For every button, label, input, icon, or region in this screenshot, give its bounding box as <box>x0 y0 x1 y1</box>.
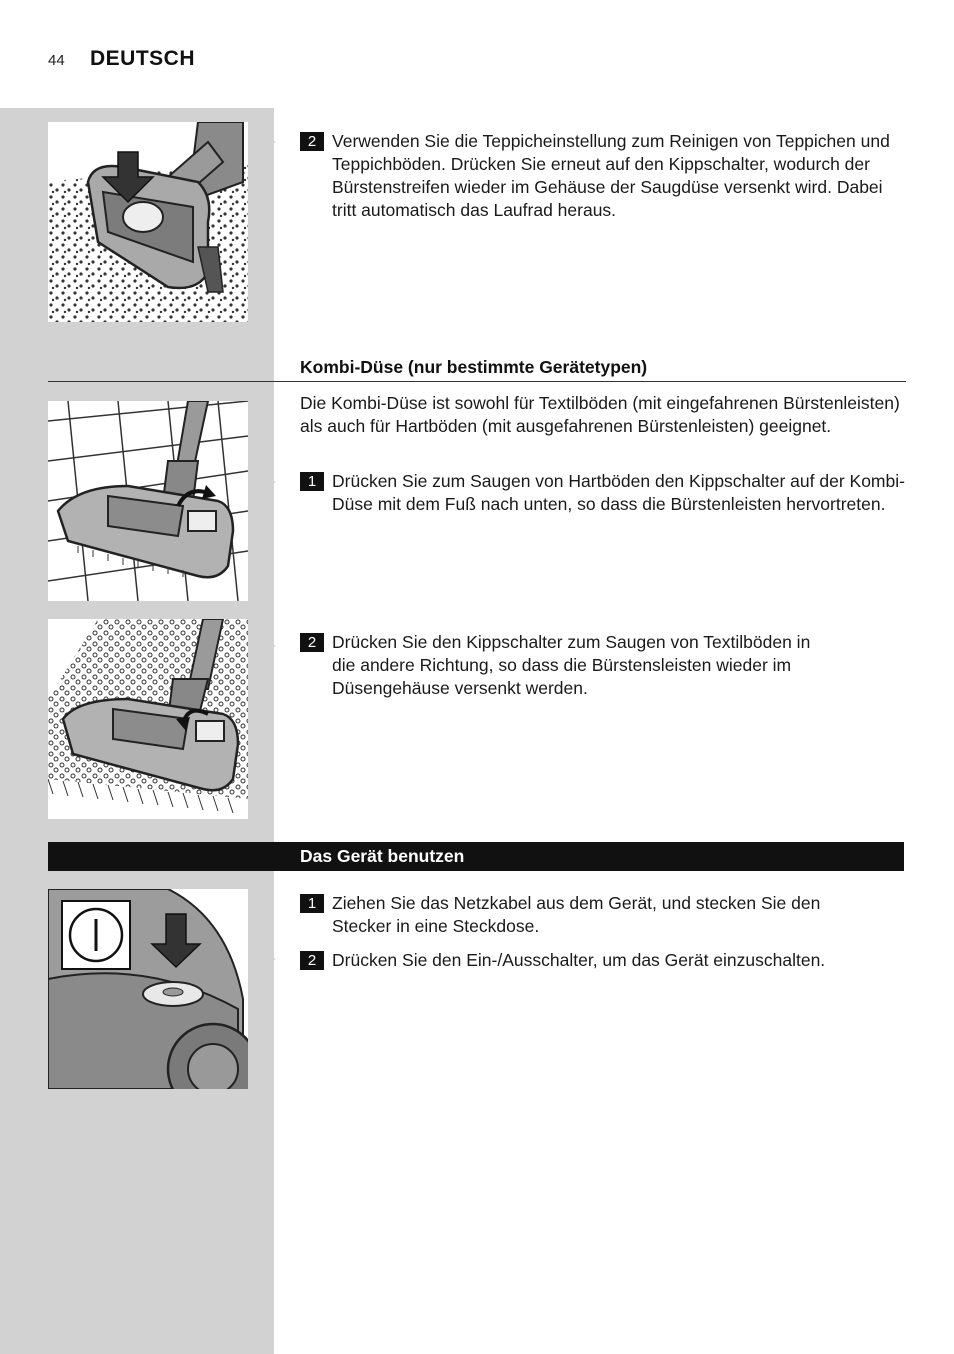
use-appliance-heading-bar <box>48 842 904 871</box>
step-number: 1 <box>300 894 324 913</box>
use-appliance-heading: Das Gerät benutzen <box>300 846 465 866</box>
use-step-1 <box>300 892 910 938</box>
figure-pointer <box>250 632 276 660</box>
page-number: 44 <box>48 52 65 69</box>
figure-pointer <box>250 128 276 156</box>
step-text: Drücken Sie zum Saugen von Hartböden den Kippschalter auf der Kombi-Düse mit dem Fuß nach unten, so dass die Bürstenleisten hervortreten. <box>332 471 905 514</box>
use-step-2 <box>300 949 910 972</box>
step-text: Ziehen Sie das Netzkabel aus dem Gerät, und stecken Sie den Stecker in eine Steckdose. <box>332 893 821 936</box>
step-number: 2 <box>300 951 324 970</box>
step-text: Drücken Sie den Ein-/Ausschalter, um das Gerät einzuschalten. <box>332 950 826 970</box>
step-number: 2 <box>300 132 324 151</box>
figure-pointer <box>250 945 276 973</box>
combi-nozzle-carpet-illustration <box>48 619 248 819</box>
power-switch-illustration <box>48 889 248 1089</box>
combi-nozzle-heading: Kombi-Düse (nur bestimmte Gerätetypen) <box>300 357 648 377</box>
carpet-step <box>300 130 910 222</box>
combi-step-2 <box>300 631 910 700</box>
step-text: Drücken Sie den Kippschalter zum Saugen von Textilböden in die andere Richtung, so dass die Bürstensleisten wieder im Düsengehäuse versenkt werden. <box>332 632 811 698</box>
combi-intro: Die Kombi-Düse ist sowohl für Textilböden (mit eingefahrenen Bürstenleisten) als auch für Hartböden (mit ausgefahrenen Bürstenleisten) geeignet. <box>300 393 900 436</box>
carpet-nozzle-illustration <box>48 122 248 322</box>
combi-step-1 <box>300 470 910 516</box>
step-text: Verwenden Sie die Teppicheinstellung zum Reinigen von Teppichen und Teppichböden. Drücken Sie erneut auf den Kippschalter, wodurch der Bürstenstreifen wieder im Gehäuse der Saugdüse versenkt wird. Dabei tritt automatisch das Laufrad heraus. <box>332 131 890 220</box>
step-number: 2 <box>300 633 324 652</box>
step-number: 1 <box>300 472 324 491</box>
section-divider <box>48 381 906 382</box>
figure-pointer <box>250 468 276 496</box>
page-title: DEUTSCH <box>90 47 196 70</box>
combi-nozzle-hardfloor-illustration <box>48 401 248 601</box>
